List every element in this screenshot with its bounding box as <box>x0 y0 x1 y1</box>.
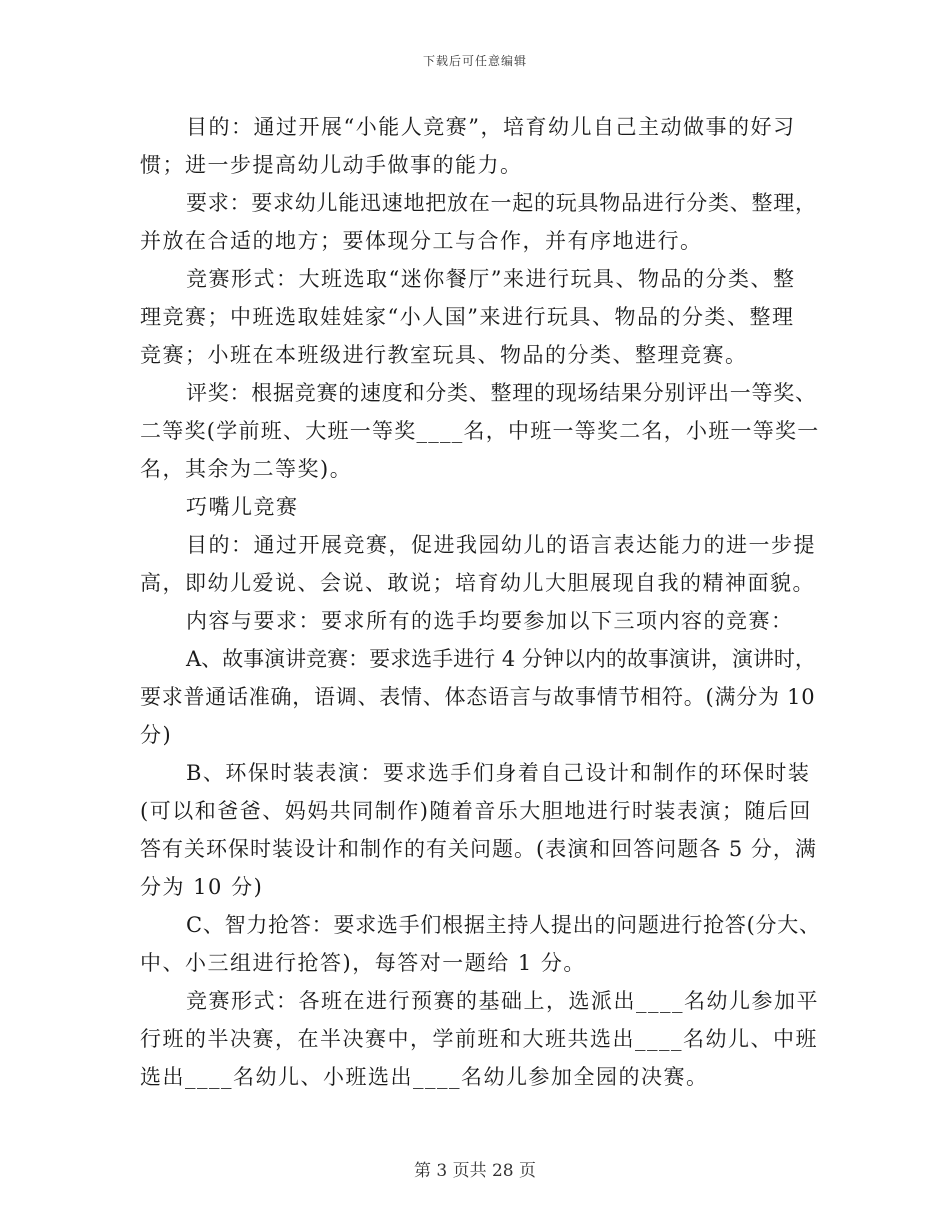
text-line: 惯；进一步提高幼儿动手做事的能力。 <box>140 153 523 177</box>
text-line: 要求普通话准确，语调、表情、体态语言与故事情节相符。(满分为 10 <box>140 685 816 709</box>
text-line: 并放在合适的地方；要体现分工与合作，并有序地进行。 <box>140 229 703 253</box>
text-line: 分为 10 分) <box>140 875 264 899</box>
text-line: 竞赛；小班在本班级进行教室玩具、物品的分类、整理竞赛。 <box>140 343 748 367</box>
text-line: 高，即幼儿爱说、会说、敢说；培育幼儿大胆展现自我的精神面貌。 <box>140 571 815 595</box>
text-line: A、故事演讲竞赛：要求选手进行 4 分钟以内的故事演讲，演讲时， <box>186 647 816 671</box>
text-line: (可以和爸爸、妈妈共同制作)随着音乐大胆地进行时装表演；随后回 <box>140 799 812 823</box>
text-line: 名，其余为二等奖)。 <box>140 457 353 481</box>
text-line: 目的：通过开展“小能人竞赛”，培育幼儿自己主动做事的好习 <box>186 115 796 139</box>
text-line: 中、小三组进行抢答)，每答对一题给 1 分。 <box>140 951 586 975</box>
text-line: 竞赛形式：大班选取“迷你餐厅”来进行玩具、物品的分类、整 <box>186 267 796 291</box>
text-line: 要求：要求幼儿能迅速地把放在一起的玩具物品进行分类、整理， <box>186 191 817 215</box>
page-header: 下载后可任意编辑 <box>422 54 527 68</box>
page-number: 第 3 页共 28 页 <box>413 1161 537 1181</box>
text-line: C、智力抢答：要求选手们根据主持人提出的问题进行抢答(分大、 <box>186 913 821 937</box>
text-line: 评奖：根据竞赛的速度和分类、整理的现场结果分别评出一等奖、 <box>186 381 817 405</box>
text-line: 巧嘴儿竞赛 <box>186 495 299 519</box>
document-body <box>140 108 820 1096</box>
text-line: 竞赛形式：各班在进行预赛的基础上，选派出____名幼儿参加平 <box>186 989 819 1013</box>
text-line: 答有关环保时装设计和制作的有关问题。(表演和回答问题各 5 分，满 <box>140 837 817 861</box>
text-line: 二等奖(学前班、大班一等奖____名，中班一等奖二名，小班一等奖一 <box>140 419 820 443</box>
text-line: B、环保时装表演：要求选手们身着自己设计和制作的环保时装 <box>186 761 811 785</box>
text-line: 选出____名幼儿、小班选出____名幼儿参加全园的决赛。 <box>140 1065 709 1089</box>
text-line: 分) <box>140 723 173 747</box>
text-line: 目的：通过开展竞赛，促进我园幼儿的语言表达能力的进一步提 <box>186 533 816 557</box>
text-line: 行班的半决赛，在半决赛中，学前班和大班共选出____名幼儿、中班 <box>140 1027 818 1051</box>
text-line: 理竞赛；中班选取娃娃家“小人国”来进行玩具、物品的分类、整理 <box>140 305 795 329</box>
text-line: 内容与要求：要求所有的选手均要参加以下三项内容的竞赛： <box>186 609 794 633</box>
